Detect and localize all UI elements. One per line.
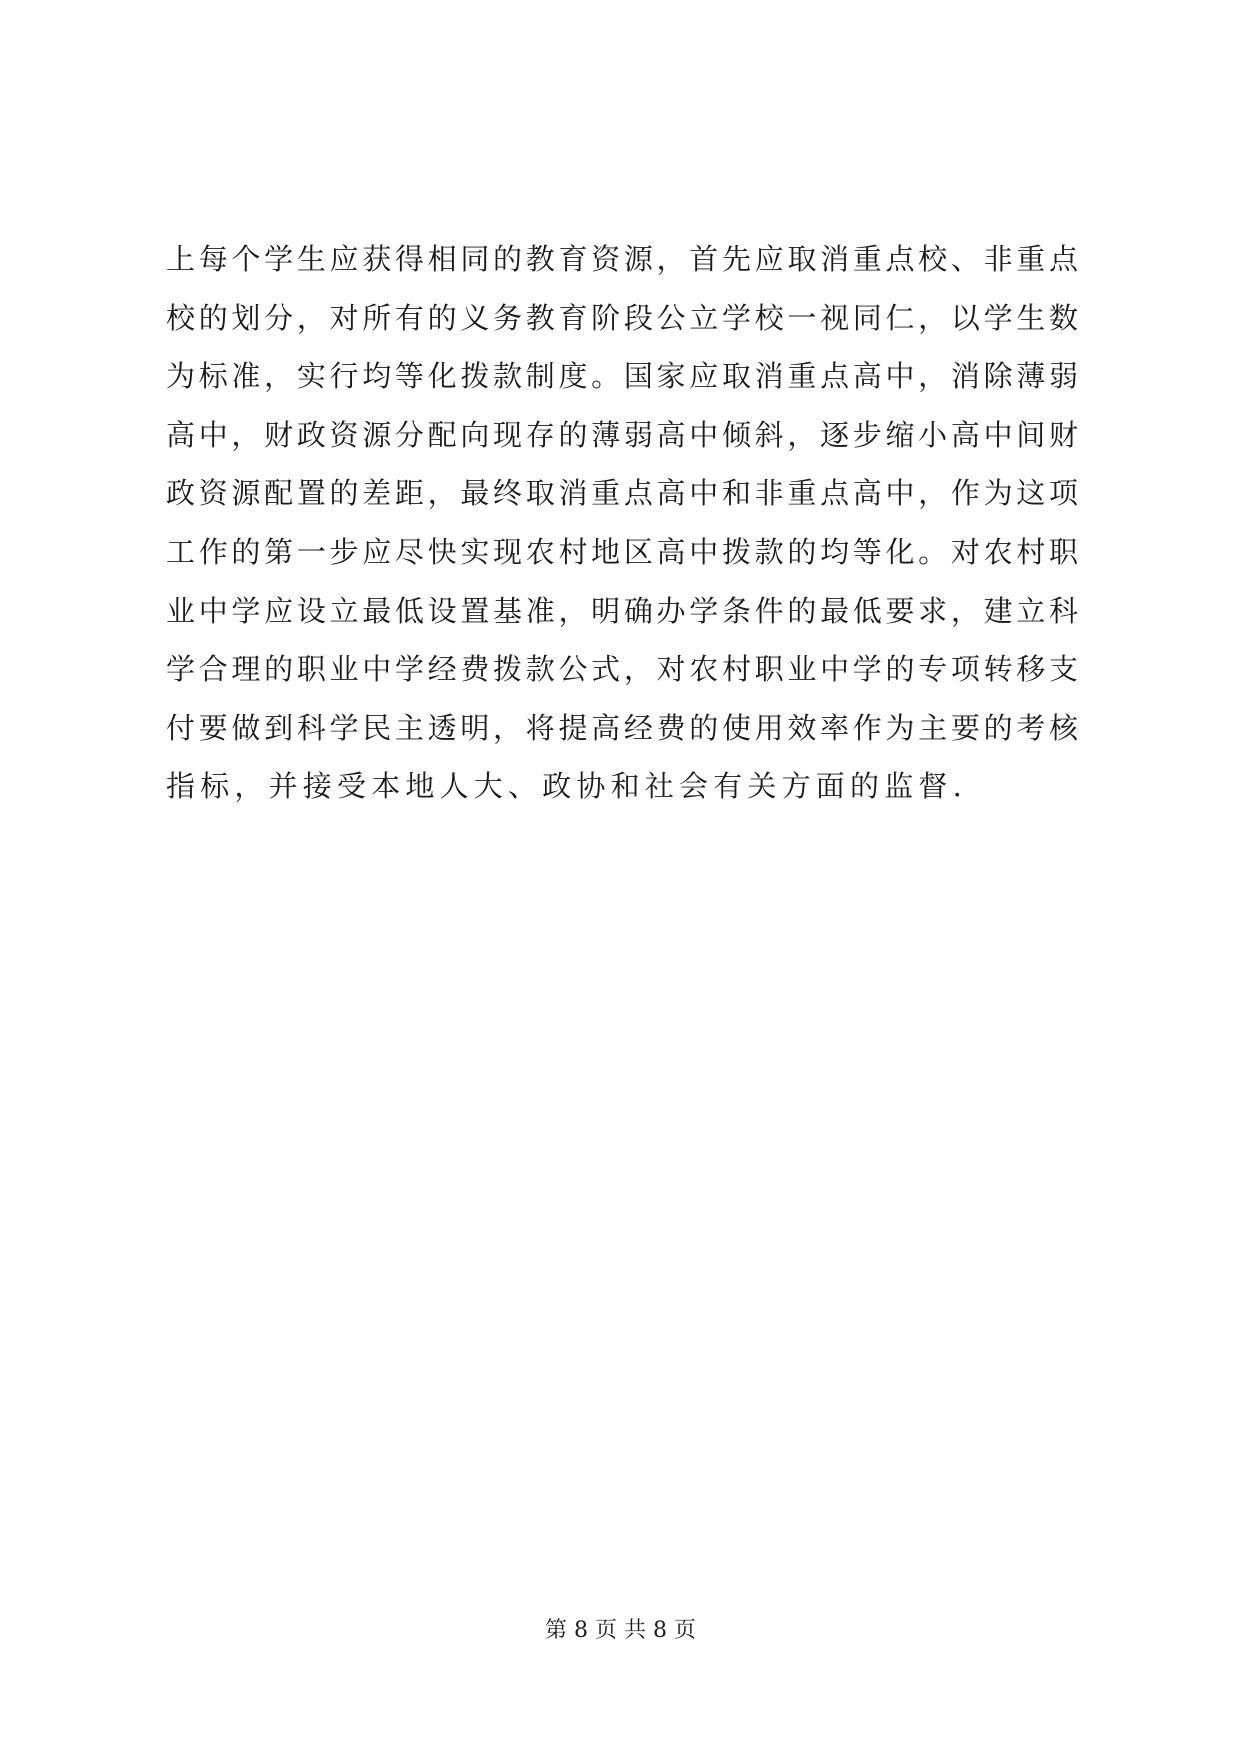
paragraph-line: 上每个学生应获得相同的教育资源，首先应取消重点校、非重点 [166, 242, 1078, 276]
paragraph-line: 付要做到科学民主透明，将提高经费的使用效率作为主要的考核 [166, 710, 1078, 745]
page-number-footer: 第 8 页 共 8 页 [545, 1618, 696, 1643]
paragraph-line: 校的划分，对所有的义务教育阶段公立学校一视同仁，以学生数 [166, 300, 1078, 335]
paragraph-line: 业中学应设立最低设置基准，明确办学条件的最低要求，建立科 [166, 593, 1078, 628]
paragraph-line: 指标，并接受本地人大、政协和社会有关方面的监督. [166, 769, 968, 804]
paragraph-line: 政资源配置的差距，最终取消重点高中和非重点高中，作为这项 [166, 476, 1078, 511]
paragraph-line: 为标准，实行均等化拨款制度。国家应取消重点高中，消除薄弱 [166, 359, 1078, 394]
paragraph-line: 学合理的职业中学经费拨款公式，对农村职业中学的专项转移支 [166, 652, 1078, 687]
paragraph-line: 工作的第一步应尽快实现农村地区高中拨款的均等化。对农村职 [166, 534, 1078, 569]
paragraph-line: 高中，财政资源分配向现存的薄弱高中倾斜，逐步缩小高中间财 [166, 417, 1078, 452]
body-paragraph [166, 230, 1078, 816]
